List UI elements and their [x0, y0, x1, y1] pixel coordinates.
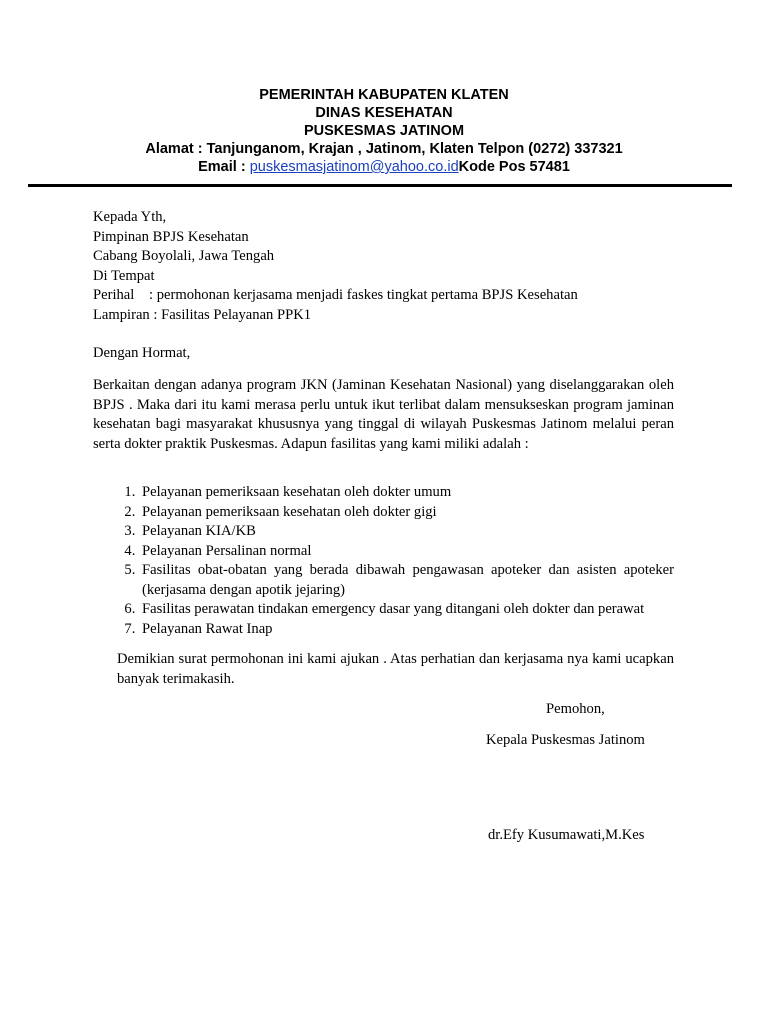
attachment-line: Lampiran : Fasilitas Pelayanan PPK1	[93, 306, 312, 323]
letterhead-department: DINAS KESEHATAN	[315, 105, 453, 121]
signature-title: Kepala Puskesmas Jatinom	[486, 732, 645, 748]
closing-paragraph: Demikian surat permohonan ini kami ajukan . Atas perhatian dan kerjasama nya kami ucapkan banyak terimakasih.	[117, 651, 674, 687]
subject-text: : permohonan kerjasama menjadi faskes tingkat pertama BPJS Kesehatan	[149, 287, 578, 303]
recipient-branch: Cabang Boyolali, Jawa Tengah	[93, 248, 275, 264]
list-item: 2. Pelayanan pemeriksaan kesehatan oleh dokter gigi	[139, 503, 674, 523]
subject-line	[93, 286, 674, 306]
subject-label: Perihal	[93, 287, 135, 303]
letterhead-government: PEMERINTAH KABUPATEN KLATEN	[259, 87, 509, 103]
salutation: Dengan Hormat,	[93, 345, 191, 361]
recipient-to: Kepada Yth,	[93, 209, 167, 225]
list-item: 7. Pelayanan Rawat Inap	[139, 620, 674, 640]
letterhead	[0, 86, 768, 176]
signature-pemohon: Pemohon,	[546, 701, 605, 717]
signature-name: dr.Efy Kusumawati,M.Kes	[488, 827, 645, 843]
letterhead-divider	[28, 184, 732, 187]
postal-code: Kode Pos 57481	[458, 159, 570, 175]
intro-paragraph: Berkaitan dengan adanya program JKN (Jaminan Kesehatan Nasional) yang diselanggarakan oleh BPJS . Maka dari itu kami merasa perlu untuk ikut terlibat dalam mensukseskan program jaminan kesehatan bagi masyarakat khususnya yang tinggal di wilayah Puskesmas Jatinom melalui peran serta dokter praktik Puskesmas. Adapun fasilitas yang kami miliki adalah :	[93, 377, 674, 452]
email-label: Email :	[198, 159, 250, 175]
list-item: 1. Pelayanan pemeriksaan kesehatan oleh dokter umum	[139, 483, 674, 503]
recipient-name: Pimpinan BPJS Kesehatan	[93, 228, 249, 245]
recipient-block	[93, 208, 674, 325]
list-item: 6. Fasilitas perawatan tindakan emergency dasar yang ditangani oleh dokter dan perawat	[139, 600, 674, 620]
letterhead-address: Alamat : Tanjunganom, Krajan , Jatinom, Klaten Telpon (0272) 337321	[145, 141, 623, 157]
letterhead-institution: PUSKESMAS JATINOM	[303, 123, 465, 139]
list-item: 4. Pelayanan Persalinan normal	[139, 542, 674, 562]
letterhead-contact	[0, 158, 768, 176]
list-item: 3. Pelayanan KIA/KB	[139, 522, 674, 542]
recipient-place: Di Tempat	[93, 267, 155, 284]
email-link[interactable]: puskesmasjatinom@yahoo.co.id	[249, 159, 459, 175]
facilities-list	[93, 483, 674, 639]
list-item: 5. Fasilitas obat-obatan yang berada dibawah pengawasan apoteker dan asisten apoteker (kerjasama dengan apotik jejaring)	[139, 561, 674, 600]
